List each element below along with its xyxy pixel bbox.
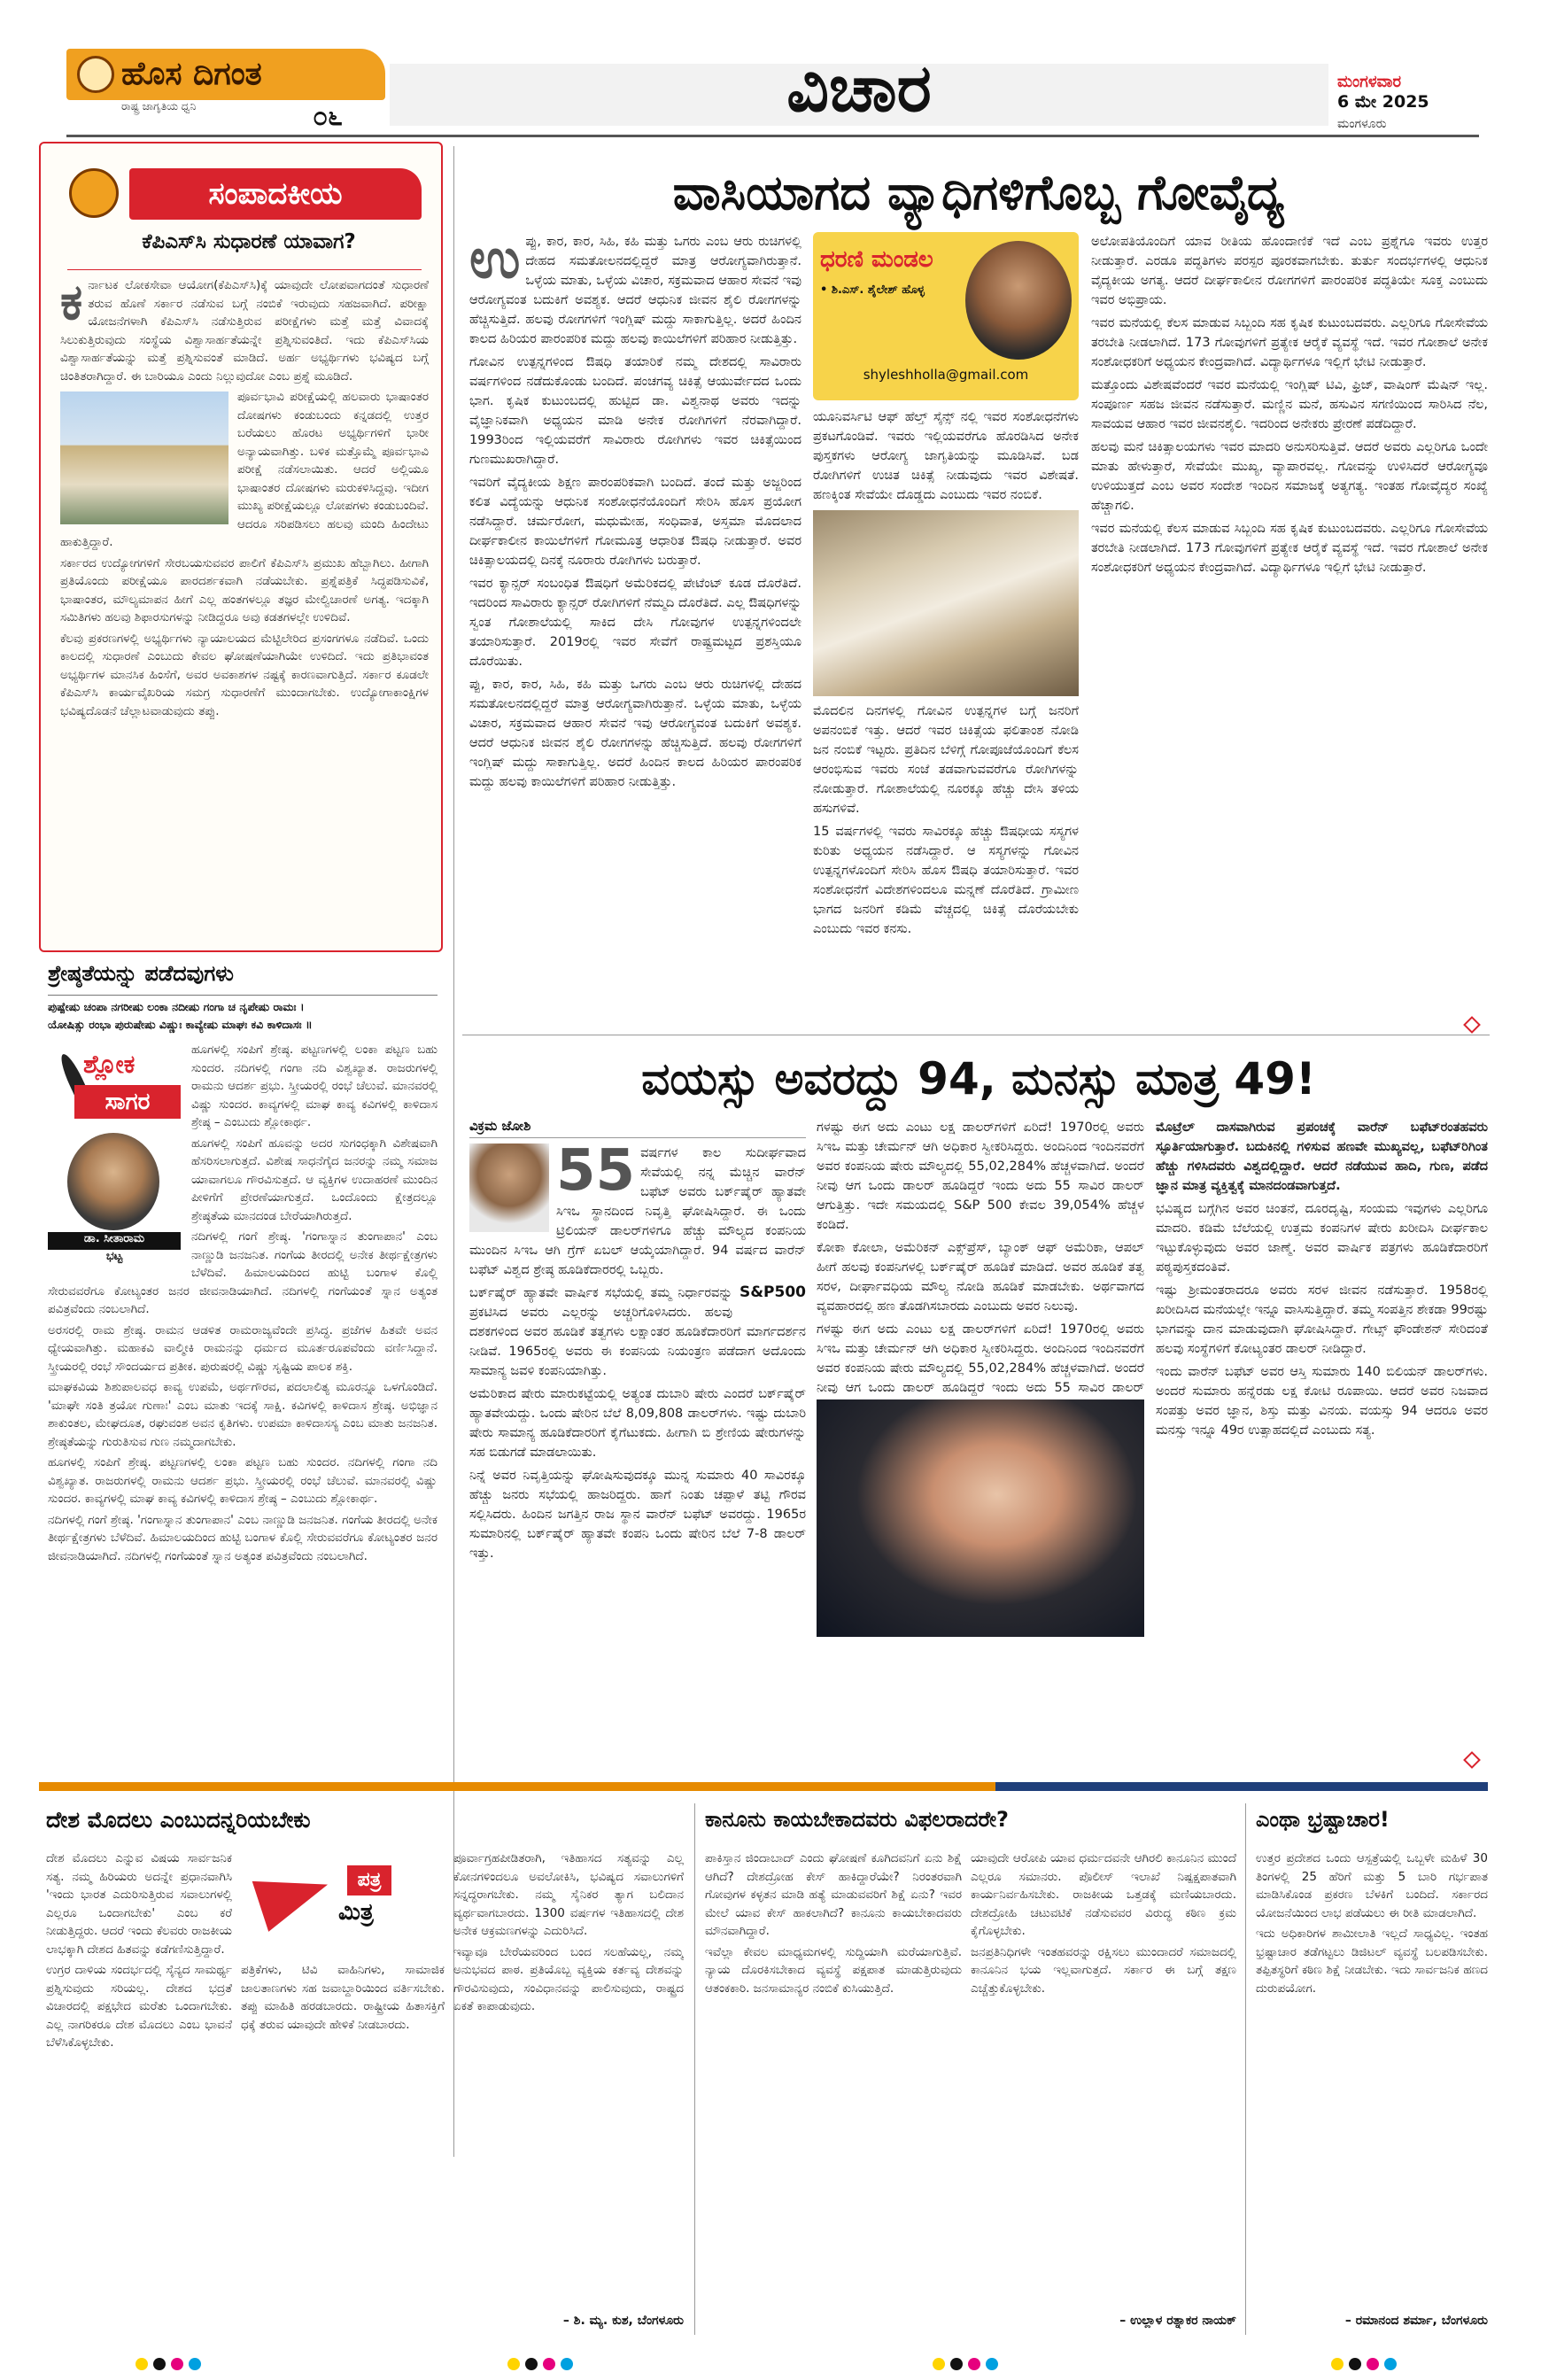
sloka-title-rule [48, 995, 438, 996]
letter3-col1 [1256, 1849, 1488, 2310]
article2-paragraph: ಬರ್ಕ್‌ಷೈರ್ ಹ್ಯಾತವೇ ವಾರ್ಷಿಕ ಸಭೆಯಲ್ಲಿ ತಮ್ಮ ನಿರ್ಧಾರವನ್ನು ಪ್ರಕಟಿಸಿದ ಅವರು ಎಲ್ಲರನ್ನು ಅಚ್ಚರಿಗೊಳಿಸಿದರು. ಹಲವು ದಶಕಗಳಿಂದ ಅವರ ಹೂಡಿಕೆ ತತ್ವಗಳು ಲಕ್ಷಾಂತರ ಹೂಡಿಕೆದಾರರಿಗೆ ಮಾರ್ಗದರ್ಶನ ನೀಡಿವೆ. 1965ರಲ್ಲಿ ಅವರು ಈ ಕಂಪನಿಯ ನಿಯಂತ್ರಣ ಪಡೆದಾಗ ಅದೊಂದು ಸಾಮಾನ್ಯ ಜವಳಿ ಕಂಪನಿಯಾಗಿತ್ತು. [469, 1286, 806, 1378]
sloka-verse-line: ಪುಷ್ಪೇಷು ಚಂಪಾ ನಗರೀಷು ಲಂಕಾ ನದೀಷು ಗಂಗಾ ಚ ನೃಪೇಷು ರಾಮಃ । [48, 1000, 305, 1013]
masthead-rule [66, 135, 1479, 137]
letters-divider [39, 1782, 1488, 1795]
sloka-title: ಶ್ರೇಷ್ಠತೆಯನ್ನು ಪಡೆದವುಗಳು [48, 961, 234, 986]
sloka-badge [48, 1044, 181, 1275]
reg-dot [1384, 2358, 1397, 2370]
columnist-email: shyleshholla@gmail.com [863, 367, 1029, 383]
sloka-author-surname: ಭಟ್ಟ [105, 1250, 123, 1263]
reg-dot [189, 2358, 201, 2370]
article2-paragraph: ಗಳಷ್ಟು ಈಗ ಅದು ಎಂಟು ಲಕ್ಷ ಡಾಲರ್‌ಗಳಿಗೆ ಏರಿದೆ! 1970ರಲ್ಲಿ ಅವರು ಸಿಇಒ ಮತ್ತು ಚೇರ್ಮನ್ ಆಗಿ ಅಧಿಕಾರ ಸ್ವೀಕರಿಸಿದ್ದರು. ಅಂದಿನಿಂದ ಇಂದಿನವರೆಗೆ ಅವರ ಕಂಪನಿಯ ಷೇರು ಮೌಲ್ಯದಲ್ಲಿ 55,02,284% ಹೆಚ್ಚಳವಾಗಿದೆ. ಅಂದರೆ ನೀವು ಆಗ ಒಂದು ಡಾಲರ್ ಹೂಡಿದ್ದರೆ ಇಂದು ಅದು 55 ಸಾವಿರ ಡಾಲರ್ [817, 1322, 1144, 1395]
article1-paragraph: ಅಲೋಪತಿಯೊಂದಿಗೆ ಯಾವ ರೀತಿಯ ಹೊಂದಾಣಿಕೆ ಇದೆ ಎಂಬ ಪ್ರಶ್ನೆಗೂ ಇವರು ಉತ್ತರ ನೀಡುತ್ತಾರೆ. ಎರಡೂ ಪದ್ಧತಿಗಳು ಪರಸ್ಪರ ಪೂರಕವಾಗಬೇಕು. ತುರ್ತು ಸಂದರ್ಭಗಳಲ್ಲಿ ಆಧುನಿಕ ವೈದ್ಯಕೀಯ ಅಗತ್ಯ. ಆದರೆ ದೀರ್ಘಕಾಲೀನ ರೋಗಗಳಿಗೆ ಪಾರಂಪರಿಕ ಪದ್ಧತಿಯೇ ಸೂಕ್ತ ಎಂಬುದು ಇವರ ಅಭಿಪ್ರಾಯ. [1091, 235, 1488, 307]
letter3-title: ಎಂಥಾ ಭ್ರಷ್ಟಾಚಾರ! [1256, 1807, 1390, 1832]
editorial-title-rule [67, 269, 422, 270]
registration-marks [0, 2352, 1541, 2378]
reg-dot [171, 2358, 183, 2370]
editorial-title: ಕೆಪಿಎಸ್‌ಸಿ ಸುಧಾರಣೆ ಯಾವಾಗ? [142, 230, 356, 253]
letter1-title: ದೇಶ ಮೊದಲು ಎಂಬುದನ್ನರಿಯಬೇಕು [46, 1807, 311, 1833]
reg-dot [986, 2358, 998, 2370]
buffett-photo [817, 1399, 1144, 1637]
paper-name: ಹೊಸ ದಿಗಂತ [121, 56, 262, 92]
article2-paragraph: ಕೋಕಾ ಕೋಲಾ, ಅಮೆರಿಕನ್ ಎಕ್ಸ್‌ಪ್ರೆಸ್, ಬ್ಯಾಂಕ್ ಆಫ್ ಅಮೆರಿಕಾ, ಆಪಲ್ ಹೀಗೆ ಹಲವು ಕಂಪನಿಗಳಲ್ಲಿ ಬರ್ಕ್‌ಷೈರ್ ಹೂಡಿಕೆ ಮಾಡಿದೆ. ಅವರ ಹೂಡಿಕೆ ತತ್ವ ಸರಳ, ದೀರ್ಘಾವಧಿಯ ಮೌಲ್ಯ ನೋಡಿ ಹೂಡಿಕೆ ಮಾಡಬೇಕು. ಅರ್ಥವಾಗದ ವ್ಯವಹಾರದಲ್ಲಿ ಹಣ ತೊಡಗಿಸಬಾರದು ಎಂಬುದು ಅವರ ನಿಲುವು. [817, 1241, 1144, 1314]
article2-col1 [469, 1118, 806, 1764]
reg-dot [136, 2358, 148, 2370]
letter-paragraph: ಉಗ್ರರ ದಾಳಿಯ ಸಂದರ್ಭದಲ್ಲಿ ಸೈನ್ಯದ ಸಾಮರ್ಥ್ಯ ಪ್ರಶ್ನಿಸುವುದು ಸರಿಯಲ್ಲ. ದೇಶದ ಭದ್ರತೆ ವಿಚಾರದಲ್ಲಿ ಪಕ್ಷಭೇದ ಮರೆತು ಒಂದಾಗಬೇಕು. ಎಲ್ಲ ನಾಗರಿಕರೂ ದೇಶ ಮೊದಲು ಎಂಬ ಭಾವನೆ ಬೆಳೆಸಿಕೊಳ್ಳಬೇಕು. [46, 1963, 232, 2050]
registration-dots-left [133, 2357, 221, 2375]
letter-paragraph: ಇವ್ಯಾವೂ ಬೇರೆಯವರಿಂದ ಬಂದ ಸಲಹೆಯಲ್ಲ, ನಮ್ಮ ಅನುಭವದ ಪಾಠ. ಪ್ರತಿಯೊಬ್ಬ ವ್ಯಕ್ತಿಯ ಕರ್ತವ್ಯ ದೇಶವನ್ನು ಗೌರವಿಸುವುದು, ಸಂವಿಧಾನವನ್ನು ಪಾಲಿಸುವುದು, ರಾಷ್ಟ್ರದ ಏಕತೆ ಕಾಪಾಡುವುದು. [453, 1944, 684, 2013]
article1-paragraph: ಪ್ಪು, ಕಾರ, ಕಾರ, ಸಿಹಿ, ಕಹಿ ಮತ್ತು ಒಗರು ಎಂಬ ಆರು ರುಚಿಗಳಲ್ಲಿ ದೇಹದ ಸಮತೋಲನದಲ್ಲಿದ್ದರೆ ಮಾತ್ರ ಆರೋಗ್ಯವಾಗಿರುತ್ತಾನೆ. ಒಳ್ಳೆಯ ಮಾತು, ಒಳ್ಳೆಯ ವಿಚಾರ, ಸಕ್ರಮವಾದ ಆಹಾರ ಸೇವನೆ ಇವು ಆರೋಗ್ಯವಂತ ಬದುಕಿಗೆ ಅವಶ್ಯಕ. ಆದರೆ ಆಧುನಿಕ ಜೀವನ ಶೈಲಿ ರೋಗಗಳನ್ನು ಹೆಚ್ಚಿಸುತ್ತಿದೆ. ಹಲವು ರೋಗಗಳಿಗೆ ಇಂಗ್ಲಿಷ್ ಮದ್ದು ಸಾಕಾಗುತ್ತಿಲ್ಲ. ಅದರೆ ಹಿಂದಿನ ಕಾಲದ ಹಿರಿಯರ ಪಾರಂಪರಿಕ ಮದ್ದು ಹಲವು ಕಾಯಿಲೆಗಳಿಗೆ ಪರಿಹಾರ ನೀಡುತ್ತಿತ್ತು. [469, 678, 801, 789]
editorial-paragraph: ಕೆಲವು ಪ್ರಕರಣಗಳಲ್ಲಿ ಅಭ್ಯರ್ಥಿಗಳು ನ್ಯಾಯಾಲಯದ ಮೆಟ್ಟಿಲೇರಿದ ಪ್ರಸಂಗಗಳೂ ನಡೆದಿವೆ. ಒಂದು ಕಾಲದಲ್ಲಿ ಸುಧಾರಣೆ ಎಂಬುದು ಕೇವಲ ಘೋಷಣೆಯಾಗಿಯೇ ಉಳಿದಿದೆ. ಇದು ಪ್ರತಿಭಾವಂತ ಅಭ್ಯರ್ಥಿಗಳ ಮಾನಸಿಕ ಹಿಂಸೆಗೆ, ಅವರ ಅವಕಾಶಗಳ ನಷ್ಟಕ್ಕೆ ಕಾರಣವಾಗುತ್ತಿದೆ. ಸರ್ಕಾರ ಕೂಡಲೇ ಕೆಪಿಎಸ್‌ಸಿ ಕಾರ್ಯವೈಖರಿಯ ಸಮಗ್ರ ಸುಧಾರಣೆಗೆ ಮುಂದಾಗಬೇಕು. ಉದ್ಯೋಗಾಕಾಂಕ್ಷಿಗಳ ಭವಿಷ್ಯದೊಡನೆ ಚೆಲ್ಲಾಟವಾಡುವುದು ತಪ್ಪು. [60, 631, 429, 718]
editorial-paragraph: ರ್ನಾಟಕ ಲೋಕಸೇವಾ ಆಯೋಗ(ಕೆಪಿಎಸ್‌ಸಿ)ಕ್ಕೆ ಯಾವುದೇ ಲೋಪವಾಗದಂತೆ ಸುಧಾರಣೆ ತರುವ ಹೊಣೆ ಸರ್ಕಾರ ನಡೆಸುವ ಬಗ್ಗೆ ನಂಬಿಕೆ ಇರುವುದು ಸಹಜವಾಗಿದೆ. ಪರೀಕ್ಷಾ ಯೋಜನೆಗಳಾಗಿ ಕೆಪಿಎಸ್‌ಸಿ ನಡೆಸುತ್ತಿರುವ ಪರೀಕ್ಷೆಗಳು ಮತ್ತೆ ಮತ್ತೆ ವಿವಾದಕ್ಕೆ ಸಿಲುಕುತ್ತಿರುವುದು ಸಂಸ್ಥೆಯ ವಿಶ್ವಾಸಾರ್ಹತೆಯನ್ನೇ ಪ್ರಶ್ನಿಸುವಂತಿದೆ. ಇದು ಕೆಪಿಎಸ್‌ಸಿಯ ವಿಶ್ವಾಸಾರ್ಹತೆಯನ್ನು ಮತ್ತೆ ಪ್ರಶ್ನಿಸುವಂತೆ ಮಾಡಿದೆ. ಅರ್ಹ ಅಭ್ಯರ್ಥಿಗಳು ಭವಿಷ್ಯದ ಬಗ್ಗೆ ಚಿಂತಿತರಾಗಿದ್ದಾರೆ. ಈ ಬಾರಿಯೂ ಎಂದು ನಿಲ್ಲುವುದೋ ಎಂಬ ಪ್ರಶ್ನೆ ಮೂಡಿದೆ. [60, 278, 429, 384]
masthead-city: ಮಂಗಳೂರು [1337, 117, 1387, 131]
letter-paragraph: ಜನಪ್ರತಿನಿಧಿಗಳೇ ಇಂತಹವರನ್ನು ರಕ್ಷಿಸಲು ಮುಂದಾದರೆ ಸಮಾಜದಲ್ಲಿ ಕಾನೂನಿನ ಭಯ ಇಲ್ಲವಾಗುತ್ತದೆ. ಸರ್ಕಾರ ಈ ಬಗ್ಗೆ ತಕ್ಷಣ ಎಚ್ಚೆತ್ತುಕೊಳ್ಳಬೇಕು. [971, 1944, 1236, 1996]
letter2-col2 [971, 1849, 1236, 2310]
reg-dot [968, 2358, 980, 2370]
divider-navy [995, 1782, 1488, 1791]
article2-drop-cap: 55 [556, 1138, 636, 1204]
sloka-badge-line1: ಶ್ಲೋಕ [83, 1050, 136, 1079]
sloka-paragraph: ಮಾಘಕವಿಯ ಶಿಶುಪಾಲವಧ ಕಾವ್ಯ ಉಪಮೆ, ಅರ್ಥಗೌರವ, ಪದಲಾಲಿತ್ಯ ಮೂರನ್ನೂ ಒಳಗೊಂಡಿದೆ. 'ಮಾಘೇ ಸಂತಿ ತ್ರಯೋ ಗುಣಾಃ' ಎಂಬ ಮಾತು ಇದಕ್ಕೆ ಸಾಕ್ಷಿ. ಕವಿಗಳಲ್ಲಿ ಕಾಳಿದಾಸ ಶ್ರೇಷ್ಠ. ಅಭಿಜ್ಞಾನ ಶಾಕುಂತಲ, ಮೇಘದೂತ, ರಘುವಂಶ ಅವನ ಕೃತಿಗಳು. ಉಪಮಾ ಕಾಳಿದಾಸಸ್ಯ ಎಂಬ ಮಾತು ಜನಜನಿತ. ಶ್ರೇಷ್ಠತೆಯನ್ನು ಗುರುತಿಸುವ ಗುಣ ನಮ್ಮದಾಗಬೇಕು. [48, 1380, 438, 1449]
letter1-col1 [46, 1849, 232, 2310]
sp500-highlight: S&P500 [739, 1283, 806, 1301]
masthead [0, 0, 1541, 146]
article2-paragraph: ಇಷ್ಟು ಶ್ರೀಮಂತರಾದರೂ ಅವರು ಸರಳ ಜೀವನ ನಡೆಸುತ್ತಾರೆ. 1958ರಲ್ಲಿ ಖರೀದಿಸಿದ ಮನೆಯಲ್ಲೇ ಇನ್ನೂ ವಾಸಿಸುತ್ತಿದ್ದಾರೆ. ತಮ್ಮ ಸಂಪತ್ತಿನ ಶೇಕಡಾ 99ರಷ್ಟು ಭಾಗವನ್ನು ದಾನ ಮಾಡುವುದಾಗಿ ಘೋಷಿಸಿದ್ದಾರೆ. ಗೇಟ್ಸ್ ಫೌಂಡೇಶನ್ ಸೇರಿದಂತೆ ಹಲವು ಸಂಸ್ಥೆಗಳಿಗೆ ಕೋಟ್ಯಂತರ ಡಾಲರ್ ನೀಡಿದ್ದಾರೆ. [1156, 1283, 1488, 1356]
editorial-paragraph: ಪೂರ್ವಭಾವಿ ಪರೀಕ್ಷೆಯಲ್ಲಿ ಹಲವಾರು ಭಾಷಾಂತರ ದೋಷಗಳು ಕಂಡುಬಂದು ಕನ್ನಡದಲ್ಲಿ ಉತ್ತರ ಬರೆಯಲು ಹೊರಟ ಅಭ್ಯರ್ಥಿಗಳಿಗೆ ಭಾರೀ ಅನ್ಯಾಯವಾಗಿತ್ತು. ಬಳಿಕ ಮತ್ತೊಮ್ಮೆ ಪೂರ್ವಭಾವಿ ಪರೀಕ್ಷೆ ನಡೆಸಲಾಯಿತು. ಆದರೆ ಅಲ್ಲಿಯೂ ಭಾಷಾಂತರ ದೋಷಗಳು ಮರುಕಳಿಸಿದ್ದವು. ಇದೀಗ ಮುಖ್ಯ ಪರೀಕ್ಷೆಯಲ್ಲೂ ಲೋಪಗಳು ಕಂಡುಬಂದಿವೆ. ಆದರೂ ಸರಿಪಡಿಸಲು ಹಲವು ಮಂದಿ ಹಿಂದೇಟು ಹಾಕುತ್ತಿದ್ದಾರೆ. [60, 390, 429, 549]
article1-paragraph: ಇವರ ಮನೆಯಲ್ಲಿ ಕೆಲಸ ಮಾಡುವ ಸಿಬ್ಬಂದಿ ಸಹ ಕೃಷಿಕ ಕುಟುಂಬದವರು. ಎಲ್ಲರಿಗೂ ಗೋಸೇವೆಯ ತರಬೇತಿ ನೀಡಲಾಗಿದೆ. 173 ಗೋವುಗಳಿಗೆ ಪ್ರತ್ಯೇಕ ಆರೈಕೆ ವ್ಯವಸ್ಥೆ ಇದೆ. ಇವರ ಗೋಶಾಲೆ ಅನೇಕ ಸಂಶೋಧಕರಿಗೆ ಅಧ್ಯಯನ ಕೇಂದ್ರವಾಗಿದೆ. ವಿದ್ಯಾರ್ಥಿಗಳೂ ಇಲ್ಲಿಗೆ ಭೇಟಿ ನೀಡುತ್ತಾರೆ. [1091, 522, 1488, 575]
article2-col3 [1156, 1118, 1488, 1764]
article2-paragraph: ಮೊಟ್ರೆಲ್ ದಾಸವಾಗಿರುವ ಪ್ರಪಂಚಕ್ಕೆ ವಾರೆನ್ ಬಫೆಟ್‌ರಂತಹವರು ಸ್ಫೂರ್ತಿಯಾಗುತ್ತಾರೆ. ಬದುಕಿನಲ್ಲಿ ಗಳಿಸುವ ಹಣವೇ ಮುಖ್ಯವಲ್ಲ, ಬಫೆಟ್‌ರಿಗಿಂತ ಹೆಚ್ಚು ಗಳಿಸಿದವರು ವಿಶ್ವದಲ್ಲಿದ್ದಾರೆ. ಆದರೆ ನಡೆಯುವ ಹಾದಿ, ಗುಣ, ಪಡೆದ ಜ್ಞಾನ ಮಾತ್ರ ವ್ಯಕ್ತಿತ್ವಕ್ಕೆ ಮಾನದಂಡವಾಗುತ್ತದೆ. [1156, 1120, 1488, 1193]
page-number: ೦೬ [313, 101, 343, 132]
editorial-box [39, 142, 443, 952]
reg-dot [525, 2358, 538, 2370]
sloka-paragraph: ಅರಸರಲ್ಲಿ ರಾಮ ಶ್ರೇಷ್ಠ. ರಾಮನ ಆಡಳಿತ ರಾಮರಾಜ್ಯವೆಂದೇ ಪ್ರಸಿದ್ಧ. ಪ್ರಜೆಗಳ ಹಿತವೇ ಅವನ ಧ್ಯೇಯವಾಗಿತ್ತು. ಮಹಾಕವಿ ವಾಲ್ಮೀಕಿ ರಾಮನನ್ನು ಧರ್ಮದ ಮೂರ್ತರೂಪವೆಂದು ವರ್ಣಿಸಿದ್ದಾನೆ. ಸ್ತ್ರೀಯರಲ್ಲಿ ರಂಭೆ ಸೌಂದರ್ಯದ ಪ್ರತೀಕ. ಪುರುಷರಲ್ಲಿ ವಿಷ್ಣು ಸೃಷ್ಟಿಯ ಪಾಲಕ ಶಕ್ತಿ. [48, 1322, 438, 1374]
patra-mitra-badge [241, 1849, 445, 1956]
letter1-signature: – ಶಿ. ಮ್ಯ. ಕುಶ, ಬೆಂಗಳೂರು [562, 2314, 684, 2328]
brand-block [66, 49, 385, 133]
letter-paragraph: ಇವೆಲ್ಲಾ ಕೇವಲ ಮಾಧ್ಯಮಗಳಲ್ಲಿ ಸುದ್ದಿಯಾಗಿ ಮರೆಯಾಗುತ್ತಿವೆ. ನ್ಯಾಯ ದೊರಕಿಸಬೇಕಾದ ವ್ಯವಸ್ಥೆ ಪಕ್ಷಪಾತ ಮಾಡುತ್ತಿರುವುದು ಆತಂಕಕಾರಿ. ಜನಸಾಮಾನ್ಯರ ನಂಬಿಕೆ ಕುಸಿಯುತ್ತಿದೆ. [705, 1944, 962, 1996]
reg-dot [1349, 2358, 1361, 2370]
article1-col2 [813, 407, 1079, 1025]
columnist-photo [965, 241, 1072, 360]
letters-rule-1 [694, 1803, 695, 2335]
columnist-badge-name: ಧರಣಿ ಮಂಡಲ [820, 246, 933, 273]
registration-dots-right [1328, 2357, 1417, 2375]
article2-paragraph: ಗಳಷ್ಟು ಈಗ ಅದು ಎಂಟು ಲಕ್ಷ ಡಾಲರ್‌ಗಳಿಗೆ ಏರಿದೆ! 1970ರಲ್ಲಿ ಅವರು ಸಿಇಒ ಮತ್ತು ಚೇರ್ಮನ್ ಆಗಿ ಅಧಿಕಾರ ಸ್ವೀಕರಿಸಿದ್ದರು. ಅಂದಿನಿಂದ ಇಂದಿನವರೆಗೆ ಅವರ ಕಂಪನಿಯ ಷೇರು ಮೌಲ್ಯದಲ್ಲಿ 55,02,284% ಹೆಚ್ಚಳವಾಗಿದೆ. ಅಂದರೆ ನೀವು ಆಗ ಒಂದು ಡಾಲರ್ ಹೂಡಿದ್ದರೆ ಇಂದು ಅದು 55 ಸಾವಿರ ಡಾಲರ್ ಆಗುತ್ತಿತ್ತು. ಇದೇ ಸಮಯದಲ್ಲಿ S&P 500 ಕೇವಲ 39,054% ಹೆಚ್ಚಳ ಕಂಡಿದೆ. [817, 1120, 1144, 1232]
registration-dots-mid [505, 2357, 593, 2375]
article2-paragraph: ನಿನ್ನೆ ಅವರ ನಿವೃತ್ತಿಯನ್ನು ಘೋಷಿಸುವುದಕ್ಕೂ ಮುನ್ನ ಸುಮಾರು 40 ಸಾವಿರಕ್ಕೂ ಹೆಚ್ಚು ಜನರು ಸಭೆಯಲ್ಲಿ ಹಾಜರಿದ್ದರು. ಹಾಗೆ ನಿಂತು ಚಪ್ಪಾಳೆ ತಟ್ಟಿ ಗೌರವ ಸಲ್ಲಿಸಿದರು. ಹಿಂದಿನ ಜಗತ್ತಿನ ರಾಜ ಸ್ಥಾನ ವಾರೆನ್ ಬಫೆಟ್ ಅವರದ್ದು. 1965ರ ಸುಮಾರಿನಲ್ಲಿ ಬರ್ಕ್‌ಷೈರ್ ಹ್ಯಾತವೇ ಕಂಪನಿ ಒಂದು ಷೇರಿನ ಬೆಲೆ 7-8 ಡಾಲರ್ ಇತ್ತು. [469, 1469, 806, 1561]
article2-paragraph: ಇಂದು ವಾರೆನ್ ಬಫೆಟ್ ಅವರ ಆಸ್ತಿ ಸುಮಾರು 140 ಬಿಲಿಯನ್ ಡಾಲರ್‌ಗಳು. ಅಂದರೆ ಸುಮಾರು ಹನ್ನೆರಡು ಲಕ್ಷ ಕೋಟಿ ರೂಪಾಯಿ. ಆದರೆ ಅವರ ನಿಜವಾದ ಸಂಪತ್ತು ಅವರ ಜ್ಞಾನ, ಶಿಸ್ತು ಮತ್ತು ವಿನಯ. ವಯಸ್ಸು 94 ಆದರೂ ಅವರ ಮನಸ್ಸು ಇನ್ನೂ 49ರ ಉತ್ಸಾಹದಲ್ಲಿದೆ ಎಂಬುದು ಸತ್ಯ. [1156, 1365, 1488, 1438]
article1-paragraph: ಮೊದಲಿನ ದಿನಗಳಲ್ಲಿ ಗೋವಿನ ಉತ್ಪನ್ನಗಳ ಬಗ್ಗೆ ಜನರಿಗೆ ಅಪನಂಬಿಕೆ ಇತ್ತು. ಆದರೆ ಇವರ ಚಿಕಿತ್ಸೆಯ ಫಲಿತಾಂಶ ನೋಡಿ ಜನ ನಂಬಿಕೆ ಇಟ್ಟರು. ಪ್ರತಿದಿನ ಬೆಳಿಗ್ಗೆ ಗೋಪೂಜೆಯೊಂದಿಗೆ ಕೆಲಸ ಆರಂಭಿಸುವ ಇವರು ಸಂಜೆ ತಡವಾಗುವವರೆಗೂ ರೋಗಿಗಳನ್ನು ನೋಡುತ್ತಾರೆ. ಗೋಶಾಲೆಯಲ್ಲಿ ನೂರಕ್ಕೂ ಹೆಚ್ಚು ದೇಸಿ ತಳಿಯ ಹಸುಗಳಿವೆ. [813, 704, 1079, 816]
letter2-signature: – ಉಲ್ಲಾಳ ರತ್ನಾಕರ ನಾಯಕ್ [1119, 2314, 1236, 2328]
reg-dot [1331, 2358, 1344, 2370]
editorial-badge: ಸಂಪಾದಕೀಯ [129, 168, 422, 220]
article2-author-photo [469, 1143, 549, 1232]
article1-paragraph: ಹಲವು ಮನೆ ಚಿಕಿತ್ಸಾಲಯಗಳು ಇವರ ಮಾದರಿ ಅನುಸರಿಸುತ್ತಿವೆ. ಆದರೆ ಅವರು ಎಲ್ಲರಿಗೂ ಒಂದೇ ಮಾತು ಹೇಳುತ್ತಾರೆ, ಸೇವೆಯೇ ಮುಖ್ಯ, ವ್ಯಾಪಾರವಲ್ಲ. ಗೋವನ್ನು ಉಳಿಸಿದರೆ ಆರೋಗ್ಯವೂ ಉಳಿಯುತ್ತದೆ ಎಂಬ ಅವರ ಸಂದೇಶ ಇಂದಿನ ಸಮಾಜಕ್ಕೆ ಅತ್ಯಗತ್ಯ. ಇಂತಹ ಗೋವೈದ್ಯರ ಸಂಖ್ಯೆ ಹೆಚ್ಚಾಗಲಿ. [1091, 440, 1488, 513]
editorial-emblem-icon [69, 168, 119, 218]
article1-paragraph: ಇವರ ಕ್ಯಾನ್ಸರ್ ಸಂಬಂಧಿತ ಔಷಧಿಗೆ ಅಮೆರಿಕದಲ್ಲಿ ಪೇಟೆಂಟ್ ಕೂಡ ದೊರೆತಿದೆ. ಇದರಿಂದ ಸಾವಿರಾರು ಕ್ಯಾನ್ಸರ್ ರೋಗಿಗಳಿಗೆ ನೆಮ್ಮದಿ ದೊರೆತಿದೆ. ಎಲ್ಲ ಔಷಧಿಗಳನ್ನು ಸ್ವಂತ ಗೋಶಾಲೆಯಲ್ಲಿ ಸಾಕಿದ ದೇಸಿ ಗೋವುಗಳ ಉತ್ಪನ್ನಗಳಿಂದಲೇ ತಯಾರಿಸುತ್ತಾರೆ. 2019ರಲ್ಲಿ ಇವರ ಸೇವೆಗೆ ರಾಷ್ಟ್ರಮಟ್ಟದ ಪ್ರಶಸ್ತಿಯೂ ದೊರೆಯಿತು. [469, 577, 801, 669]
letter-paragraph: ಪಾಕಿಸ್ತಾನ ಜಿಂದಾಬಾದ್ ಎಂದು ಘೋಷಣೆ ಕೂಗಿದವನಿಗೆ ಏನು ಶಿಕ್ಷೆ ಆಗಿದೆ? ದೇಶದ್ರೋಹ ಕೇಸ್ ಹಾಕಿದ್ದಾರೆಯೇ? ನಿರಂತರವಾಗಿ ಗೋವುಗಳ ಕಳ್ಳತನ ಮಾಡಿ ಹತ್ಯೆ ಮಾಡುವವರಿಗೆ ಶಿಕ್ಷೆ ಏನು? ಇವರ ಮೇಲೆ ಯಾವ ಕೇಸ್ ಹಾಕಲಾಗಿದೆ? ಕಾನೂನು ಕಾಯಬೇಕಾದವರು ಮೌನವಾಗಿದ್ದಾರೆ. [705, 1851, 962, 1938]
masthead-date: 6 ಮೇ 2025 [1337, 92, 1429, 112]
reg-dot [1367, 2358, 1379, 2370]
sloka-paragraph: ಹೂಗಳಲ್ಲಿ ಸಂಪಿಗೆ ಶ್ರೇಷ್ಠ. ಪಟ್ಟಣಗಳಲ್ಲಿ ಲಂಕಾ ಪಟ್ಟಣ ಬಹು ಸುಂದರ. ನದಿಗಳಲ್ಲಿ ಗಂಗಾ ನದಿ ವಿಶ್ವಖ್ಯಾತ. ರಾಜರುಗಳಲ್ಲಿ ರಾಮನು ಆದರ್ಶ ಪ್ರಭು. ಸ್ತ್ರೀಯರಲ್ಲಿ ರಂಭೆ ಚೆಲುವೆ. ಮಾನವರಲ್ಲಿ ವಿಷ್ಣು ಸುಂದರ. ಕಾವ್ಯಗಳಲ್ಲಿ ಮಾಘ ಕಾವ್ಯ ಕವಿಗಳಲ್ಲಿ ಕಾಳಿದಾಸ ಶ್ರೇಷ್ಠ – ಎಂಬುದು ಶ್ಲೋಕಾರ್ಥ. [191, 1043, 438, 1129]
article1-headline: ವಾಸಿಯಾಗದ ವ್ಯಾಧಿಗಳಿಗೊಬ್ಬ ಗೋವೈದ್ಯ [672, 165, 1285, 221]
letters-rule-2 [1245, 1803, 1246, 2335]
editorial-photo [60, 391, 228, 524]
article1-paragraph: ಗೋವಿನ ಉತ್ಪನ್ನಗಳಿಂದ ಔಷಧಿ ತಯಾರಿಕೆ ನಮ್ಮ ದೇಶದಲ್ಲಿ ಸಾವಿರಾರು ವರ್ಷಗಳಿಂದ ನಡೆದುಕೊಂಡು ಬಂದಿದೆ. ಪಂಚಗವ್ಯ ಚಿಕಿತ್ಸೆ ಆಯುರ್ವೇದದ ಒಂದು ಭಾಗ. ಕೃಷಿಕ ಕುಟುಂಬದಲ್ಲಿ ಹುಟ್ಟಿದ ಡಾ. ವಿಶ್ವನಾಥ ಅವರು ಇದನ್ನು ವೈಜ್ಞಾನಿಕವಾಗಿ ಅಧ್ಯಯನ ಮಾಡಿ ಅನೇಕ ರೋಗಿಗಳಿಗೆ ನೆರವಾಗಿದ್ದಾರೆ. 1993ರಿಂದ ಇಲ್ಲಿಯವರೆಗೆ ಸಾವಿರಾರು ರೋಗಿಗಳು ಇವರ ಚಿಕಿತ್ಸೆಯಿಂದ ಗುಣಮುಖರಾಗಿದ್ದಾರೆ. [469, 355, 801, 467]
article2-headline: ವಯಸ್ಸು ಅವರದ್ದು 94, ಮನಸ್ಸು ಮಾತ್ರ 49! [641, 1053, 1316, 1105]
letter-paragraph: ಇದು ಅಧಿಕಾರಿಗಳ ಶಾಮೀಲಾತಿ ಇಲ್ಲದೆ ಸಾಧ್ಯವಿಲ್ಲ. ಇಂತಹ ಭ್ರಷ್ಟಾಚಾರ ತಡೆಗಟ್ಟಲು ಡಿಜಿಟಲ್ ವ್ಯವಸ್ಥೆ ಬಲಪಡಿಸಬೇಕು. ತಪ್ಪಿತಸ್ಥರಿಗೆ ಕಠಿಣ ಶಿಕ್ಷೆ ನೀಡಬೇಕು. ಇದು ಸಾರ್ವಜನಿಕ ಹಣದ ದುರುಪಯೋಗ. [1256, 1926, 1488, 1996]
columnist-author: • ಶಿ.ಎಸ್. ಶೈಲೇಶ್ ಹೊಳ್ಳ [820, 283, 925, 297]
paper-plane-icon [252, 1859, 337, 1932]
patra-mitra-line1: ಪತ್ರ [347, 1865, 391, 1895]
article2-author: ವಿಕ್ರಮ ಜೋಶಿ [469, 1118, 806, 1138]
reg-dot [543, 2358, 555, 2370]
section-title: ವಿಚಾರ [786, 50, 932, 127]
letter-paragraph: ಉತ್ತರ ಪ್ರದೇಶದ ಒಂದು ಆಸ್ಪತ್ರೆಯಲ್ಲಿ ಒಬ್ಬಳೇ ಮಹಿಳೆ 30 ತಿಂಗಳಲ್ಲಿ 25 ಹೆರಿಗೆ ಮತ್ತು 5 ಬಾರಿ ಗರ್ಭಪಾತ ಮಾಡಿಸಿಕೊಂಡ ಪ್ರಕರಣ ಬೆಳಕಿಗೆ ಬಂದಿದೆ. ಸರ್ಕಾರದ ಯೋಜನೆಯಿಂದ ಲಾಭ ಪಡೆಯಲು ಈ ರೀತಿ ಮಾಡಲಾಗಿದೆ. [1256, 1851, 1488, 1920]
reg-dot [933, 2358, 945, 2370]
patra-mitra-line2: ಮಿತ್ರ [338, 1899, 374, 1926]
columnist-badge [813, 232, 1079, 400]
editorial-paragraph: ಸರ್ಕಾರದ ಉದ್ಯೋಗಗಳಿಗೆ ಸೇರಬಯಸುವವರ ಪಾಲಿಗೆ ಕೆಪಿಎಸ್‌ಸಿ ಪ್ರಮುಖ ಹೆಬ್ಬಾಗಿಲು. ಹೀಗಾಗಿ ಪ್ರತಿಯೊಂದು ಪರೀಕ್ಷೆಯೂ ಪಾರದರ್ಶಕವಾಗಿ ನಡೆಯಬೇಕು. ಪ್ರಶ್ನೆಪತ್ರಿಕೆ ಸಿದ್ಧಪಡಿಸುವಿಕೆ, ಭಾಷಾಂತರ, ಮೌಲ್ಯಮಾಪನ ಹೀಗೆ ಎಲ್ಲ ಹಂತಗಳಲ್ಲೂ ತಜ್ಞರ ಮೇಲ್ವಿಚಾರಣೆ ಅಗತ್ಯ. ಇದಕ್ಕಾಗಿ ಸಮಿತಿಗಳು ಹಲವು ಶಿಫಾರಸುಗಳನ್ನು ನೀಡಿದ್ದರೂ ಅವು ಕಡತಗಳಲ್ಲೇ ಉಳಿದಿವೆ. [60, 555, 429, 624]
article2-paragraph: ಭವಿಷ್ಯದ ಬಗ್ಗೆಗಿನ ಅವರ ಚಿಂತನೆ, ದೂರದೃಷ್ಟಿ, ಸಂಯಮ ಇವುಗಳು ಎಲ್ಲರಿಗೂ ಮಾದರಿ. ಕಡಿಮೆ ಬೆಲೆಯಲ್ಲಿ ಉತ್ತಮ ಕಂಪನಿಗಳ ಷೇರು ಖರೀದಿಸಿ ದೀರ್ಘಕಾಲ ಇಟ್ಟುಕೊಳ್ಳುವುದು ಅವರ ಜಾಣ್ಮೆ. ಅವರ ವಾರ್ಷಿಕ ಪತ್ರಗಳು ಹೂಡಿಕೆದಾರರಿಗೆ ಪಠ್ಯಪುಸ್ತಕದಂತಿವೆ. [1156, 1202, 1488, 1275]
registration-dots-mid2 [930, 2357, 1018, 2375]
letter1-col2 [241, 1849, 445, 2310]
article1-paragraph: ಇವರಿಗೆ ವೈದ್ಯಕೀಯ ಶಿಕ್ಷಣ ಪಾರಂಪರಿಕವಾಗಿ ಬಂದಿದೆ. ತಂದೆ ಮತ್ತು ಅಜ್ಜರಿಂದ ಕಲಿತ ವಿದ್ಯೆಯನ್ನು ಆಧುನಿಕ ಸಂಶೋಧನೆಯೊಂದಿಗೆ ಸೇರಿಸಿ ಹೊಸ ಪ್ರಯೋಗ ನಡೆಸಿದ್ದಾರೆ. ಚರ್ಮರೋಗ, ಮಧುಮೇಹ, ಸಂಧಿವಾತ, ಅಸ್ತಮಾ ಮೊದಲಾದ ದೀರ್ಘಕಾಲೀನ ಕಾಯಿಲೆಗಳಿಗೆ ಗೋಮೂತ್ರ ಆಧಾರಿತ ಔಷಧಿ ನೀಡುತ್ತಾರೆ. ಅವರ ಚಿಕಿತ್ಸಾಲಯದಲ್ಲಿ ದಿನಕ್ಕೆ ನೂರಾರು ರೋಗಿಗಳು ಬರುತ್ತಾರೆ. [469, 476, 801, 568]
article1-paragraph: ಇವರ ಮನೆಯಲ್ಲಿ ಕೆಲಸ ಮಾಡುವ ಸಿಬ್ಬಂದಿ ಸಹ ಕೃಷಿಕ ಕುಟುಂಬದವರು. ಎಲ್ಲರಿಗೂ ಗೋಸೇವೆಯ ತರಬೇತಿ ನೀಡಲಾಗಿದೆ. 173 ಗೋವುಗಳಿಗೆ ಪ್ರತ್ಯೇಕ ಆರೈಕೆ ವ್ಯವಸ್ಥೆ ಇದೆ. ಇವರ ಗೋಶಾಲೆ ಅನೇಕ ಸಂಶೋಧಕರಿಗೆ ಅಧ್ಯಯನ ಕೇಂದ್ರವಾಗಿದೆ. ವಿದ್ಯಾರ್ಥಿಗಳೂ ಇಲ್ಲಿಗೆ ಭೇಟಿ ನೀಡುತ್ತಾರೆ. [1091, 316, 1488, 369]
reg-dot [153, 2358, 166, 2370]
letter1-col3 [453, 1849, 684, 2310]
article1-col1 [469, 232, 801, 1025]
sloka-paragraph: ಹೂಗಳಲ್ಲಿ ಸಂಪಿಗೆ ಶ್ರೇಷ್ಠ. ಪಟ್ಟಣಗಳಲ್ಲಿ ಲಂಕಾ ಪಟ್ಟಣ ಬಹು ಸುಂದರ. ನದಿಗಳಲ್ಲಿ ಗಂಗಾ ನದಿ ವಿಶ್ವಖ್ಯಾತ. ರಾಜರುಗಳಲ್ಲಿ ರಾಮನು ಆದರ್ಶ ಪ್ರಭು. ಸ್ತ್ರೀಯರಲ್ಲಿ ರಂಭೆ ಚೆಲುವೆ. ಮಾನವರಲ್ಲಿ ವಿಷ್ಣು ಸುಂದರ. ಕಾವ್ಯಗಳಲ್ಲಿ ಮಾಘ ಕಾವ್ಯ ಕವಿಗಳಲ್ಲಿ ಕಾಳಿದಾಸ ಶ್ರೇಷ್ಠ – ಎಂಬುದು ಶ್ಲೋಕಾರ್ಥ. [48, 1455, 438, 1506]
masthead-day: ಮಂಗಳವಾರ [1337, 73, 1402, 91]
sloka-paragraph: ನದಿಗಳಲ್ಲಿ ಗಂಗೆ ಶ್ರೇಷ್ಠ. 'ಗಂಗಾಸ್ನಾನ ತುಂಗಾಪಾನ' ಎಂಬ ನಾಣ್ಣುಡಿ ಜನಜನಿತ. ಗಂಗೆಯ ತೀರದಲ್ಲಿ ಅನೇಕ ತೀರ್ಥಕ್ಷೇತ್ರಗಳು ಬೆಳೆದಿವೆ. ಹಿಮಾಲಯದಿಂದ ಹುಟ್ಟಿ ಬಂಗಾಳ ಕೊಲ್ಲಿ ಸೇರುವವರೆಗೂ ಕೋಟ್ಯಂತರ ಜನರ ಜೀವನಾಡಿಯಾಗಿದೆ. ನದಿಗಳಲ್ಲಿ ಗಂಗೆಯಂತೆ ಸ್ನಾನ ಅತ್ಯಂತ ಪವಿತ್ರವೆಂದು ನಂಬಲಾಗಿದೆ. [48, 1512, 438, 1563]
article1-col3 [1091, 232, 1488, 1025]
letter-paragraph: ಪೂರ್ವಾಗ್ರಹಪೀಡಿತರಾಗಿ, ಇತಿಹಾಸದ ಸತ್ಯವನ್ನು ಎಲ್ಲ ಕೋನಗಳಿಂದಲೂ ಅವಲೋಕಿಸಿ, ಭವಿಷ್ಯದ ಸವಾಲುಗಳಿಗೆ ಸನ್ನದ್ಧರಾಗಬೇಕು. ನಮ್ಮ ಸೈನಿಕರ ತ್ಯಾಗ ಬಲಿದಾನ ವ್ಯರ್ಥವಾಗಬಾರದು. 1300 ವರ್ಷಗಳ ಇತಿಹಾಸದಲ್ಲಿ ದೇಶ ಅನೇಕ ಆಕ್ರಮಣಗಳನ್ನು ಎದುರಿಸಿದೆ. [453, 1851, 684, 1938]
letter2-col1 [705, 1849, 962, 2310]
sloka-paragraph: ನದಿಗಳಲ್ಲಿ ಗಂಗೆ ಶ್ರೇಷ್ಠ. 'ಗಂಗಾಸ್ನಾನ ತುಂಗಾಪಾನ' ಎಂಬ ನಾಣ್ಣುಡಿ ಜನಜನಿತ. ಗಂಗೆಯ ತೀರದಲ್ಲಿ ಅನೇಕ ತೀರ್ಥಕ್ಷೇತ್ರಗಳು ಬೆಳೆದಿವೆ. ಹಿಮಾಲಯದಿಂದ ಹುಟ್ಟಿ ಬಂಗಾಳ ಕೊಲ್ಲಿ ಸೇರುವವರೆಗೂ ಕೋಟ್ಯಂತರ ಜನರ ಜೀವನಾಡಿಯಾಗಿದೆ. ನದಿಗಳಲ್ಲಿ ಗಂಗೆಯಂತೆ ಸ್ನಾನ ಅತ್ಯಂತ ಪವಿತ್ರವೆಂದು ನಂಬಲಾಗಿದೆ. [48, 1229, 438, 1316]
letter-paragraph: ಪತ್ರಿಕೆಗಳು, ಟಿವಿ ವಾಹಿನಿಗಳು, ಸಾಮಾಜಿಕ ಜಾಲತಾಣಗಳು ಸಹ ಜವಾಬ್ದಾರಿಯಿಂದ ವರ್ತಿಸಬೇಕು. ತಪ್ಪು ಮಾಹಿತಿ ಹರಡಬಾರದು. ರಾಷ್ಟ್ರೀಯ ಹಿತಾಸಕ್ತಿಗೆ ಧಕ್ಕೆ ತರುವ ಯಾವುದೇ ಹೇಳಿಕೆ ನೀಡಬಾರದು. [241, 1963, 445, 2032]
editorial-drop-cap: ಕ [60, 276, 83, 331]
article1-paragraph: 15 ವರ್ಷಗಳಲ್ಲಿ ಇವರು ಸಾವಿರಕ್ಕೂ ಹೆಚ್ಚು ಔಷಧೀಯ ಸಸ್ಯಗಳ ಕುರಿತು ಅಧ್ಯಯನ ನಡೆಸಿದ್ದಾರೆ. ಆ ಸಸ್ಯಗಳನ್ನು ಗೋವಿನ ಉತ್ಪನ್ನಗಳೊಂದಿಗೆ ಸೇರಿಸಿ ಹೊಸ ಔಷಧಿ ತಯಾರಿಸುತ್ತಾರೆ. ಇವರ ಸಂಶೋಧನೆಗೆ ವಿದೇಶಗಳಿಂದಲೂ ಮನ್ನಣೆ ದೊರೆತಿದೆ. ಗ್ರಾಮೀಣ ಭಾಗದ ಜನರಿಗೆ ಕಡಿಮೆ ವೆಚ್ಚದಲ್ಲಿ ಚಿಕಿತ್ಸೆ ದೊರೆಯಬೇಕು ಎಂಬುದು ಇವರ ಕನಸು. [813, 825, 1079, 936]
cow-photo [813, 510, 1079, 696]
sloka-badge-line2: ಸಾಗರ [74, 1085, 181, 1119]
reg-dot [561, 2358, 573, 2370]
reg-dot [507, 2358, 520, 2370]
article1-drop-cap: ಉ [469, 232, 521, 291]
letter-paragraph: ಯಾವುದೇ ಆರೋಪಿ ಯಾವ ಧರ್ಮದವನೇ ಆಗಿರಲಿ ಕಾನೂನಿನ ಮುಂದೆ ಎಲ್ಲರೂ ಸಮಾನರು. ಪೊಲೀಸ್ ಇಲಾಖೆ ನಿಷ್ಪಕ್ಷಪಾತವಾಗಿ ಕಾರ್ಯನಿರ್ವಹಿಸಬೇಕು. ರಾಜಕೀಯ ಒತ್ತಡಕ್ಕೆ ಮಣಿಯಬಾರದು. ದೇಶದ್ರೋಹಿ ಚಟುವಟಿಕೆ ನಡೆಸುವವರ ವಿರುದ್ಧ ಕಠಿಣ ಕ್ರಮ ಕೈಗೊಳ್ಳಬೇಕು. [971, 1851, 1236, 1938]
sloka-author-photo [67, 1133, 159, 1230]
divider-orange [39, 1782, 995, 1791]
sloka-author-name: ಡಾ. ಸೀತಾರಾಮ [48, 1232, 181, 1250]
sloka-verse-line: ಯೋಷಿತ್ಸು ರಂಭಾ ಪುರುಷೇಷು ವಿಷ್ಣುಃ ಕಾವ್ಯೇಷು ಮಾಘಃ ಕವಿ ಕಾಳಿದಾಸಃ ॥ [48, 1018, 313, 1031]
tagline: ರಾಷ್ಟ್ರ ಜಾಗೃತಿಯ ಧ್ವನಿ [121, 100, 197, 112]
article2-paragraph: ವರ್ಷಗಳ ಕಾಲ ಸುದೀರ್ಘವಾದ ಸೇವೆಯಲ್ಲಿ ನನ್ನ ಮೆಚ್ಚಿನ ವಾರೆನ್ ಬಫೆಟ್ ಅವರು ಬರ್ಕ್‌ಷೈರ್ ಹ್ಯಾತವೇ ಸಿಇಒ ಸ್ಥಾನದಿಂದ ನಿವೃತ್ತಿ ಘೋಷಿಸಿದ್ದಾರೆ. ಈ ಒಂದು ಟ್ರಿಲಿಯನ್ ಡಾಲರ್‌ಗಳಿಗೂ ಹೆಚ್ಚು ಮೌಲ್ಯದ ಕಂಪನಿಯ ಮುಂದಿನ ಸಿಇಒ ಆಗಿ ಗ್ರೆಗ್ ಏಬಲ್ ಆಯ್ಕೆಯಾಗಿದ್ದಾರೆ. 94 ವರ್ಷದ ವಾರೆನ್ ಬಫೆಟ್ ವಿಶ್ವದ ಶ್ರೇಷ್ಠ ಹೂಡಿಕೆದಾರರಲ್ಲಿ ಒಬ್ಬರು. [469, 1146, 806, 1277]
sloka-paragraph: ಹೂಗಳಲ್ಲಿ ಸಂಪಿಗೆ ಹೂವನ್ನು ಅದರ ಸುಗಂಧಕ್ಕಾಗಿ ವಿಶೇಷವಾಗಿ ಹೆಸರಿಸಲಾಗುತ್ತದೆ. ವಿಶೇಷ ಸಾಧನೆಗೈದ ಜನರನ್ನು ನಮ್ಮ ಸಮಾಜ ಯಾವಾಗಲೂ ಗೌರವಿಸುತ್ತದೆ. ಆ ವ್ಯಕ್ತಿಗಳ ಉದಾಹರಣೆ ಮುಂದಿನ ಪೀಳಿಗೆಗೆ ಪ್ರೇರಣೆಯಾಗುತ್ತದೆ. ಒಂದೊಂದು ಕ್ಷೇತ್ರದಲ್ಲೂ ಶ್ರೇಷ್ಠತೆಯ ಮಾನದಂಡ ಬೇರೆಯಾಗಿರುತ್ತದೆ. [191, 1136, 438, 1223]
letter-paragraph: ದೇಶ ಮೊದಲು ಎನ್ನುವ ವಿಷಯ ಸಾರ್ವಜನಿಕ ಸತ್ಯ. ನಮ್ಮ ಹಿರಿಯರು ಅದನ್ನೇ ಪ್ರಧಾನವಾಗಿಸಿ 'ಇಂದು ಭಾರತ ಎದುರಿಸುತ್ತಿರುವ ಸವಾಲುಗಳಲ್ಲಿ ಎಲ್ಲರೂ ಒಂದಾಗಬೇಕು' ಎಂಬ ಕರೆ ನೀಡುತ್ತಿದ್ದರು. ಆದರೆ ಇಂದು ಕೆಲವರು ರಾಜಕೀಯ ಲಾಭಕ್ಕಾಗಿ ದೇಶದ ಹಿತವನ್ನು ಕಡೆಗಣಿಸುತ್ತಿದ್ದಾರೆ. [46, 1851, 232, 1957]
article1-paragraph: ಯೂನಿವರ್ಸಿಟಿ ಆಫ್ ಹೆಲ್ತ್ ಸೈನ್ಸ್ ನಲ್ಲಿ ಇವರ ಸಂಶೋಧನೆಗಳು ಪ್ರಕಟಗೊಂಡಿವೆ. ಇವರು ಇಲ್ಲಿಯವರೆಗೂ ಹೊರಡಿಸಿದ ಅನೇಕ ಪುಸ್ತಕಗಳು ಆರೋಗ್ಯ ಜಾಗೃತಿಯನ್ನು ಮೂಡಿಸಿವೆ. ಬಡ ರೋಗಿಗಳಿಗೆ ಉಚಿತ ಚಿಕಿತ್ಸೆ ನೀಡುವುದು ಇವರ ವಿಶೇಷತೆ. ಹಣಕ್ಕಿಂತ ಸೇವೆಯೇ ದೊಡ್ಡದು ಎಂಬುದು ಇವರ ನಂಬಿಕೆ. [813, 410, 1079, 502]
letter3-signature: – ರಮಾನಂದ ಶರ್ಮಾ, ಬೆಂಗಳೂರು [1344, 2314, 1488, 2328]
article2-paragraph: ಅಮೆರಿಕಾದ ಷೇರು ಮಾರುಕಟ್ಟೆಯಲ್ಲಿ ಅತ್ಯಂತ ದುಬಾರಿ ಷೇರು ಎಂದರೆ ಬರ್ಕ್‌ಷೈರ್ ಹ್ಯಾತವೇಯದ್ದು. ಒಂದು ಷೇರಿನ ಬೆಲೆ 8,09,808 ಡಾಲರ್‌ಗಳು. ಇಷ್ಟು ದುಬಾರಿ ಷೇರು ಸಾಮಾನ್ಯ ಹೂಡಿಕೆದಾರರಿಗೆ ಕೈಗೆಟುಕದು. ಹೀಗಾಗಿ ಬಿ ಶ್ರೇಣಿಯ ಷೇರುಗಳನ್ನು ಸಹ ಬಿಡುಗಡೆ ಮಾಡಲಾಯಿತು. [469, 1387, 806, 1460]
reg-dot [950, 2358, 963, 2370]
article1-paragraph: ಪ್ಪು, ಕಾರ, ಕಾರ, ಸಿಹಿ, ಕಹಿ ಮತ್ತು ಒಗರು ಎಂಬ ಆರು ರುಚಿಗಳಲ್ಲಿ ದೇಹದ ಸಮತೋಲನದಲ್ಲಿದ್ದರೆ ಮಾತ್ರ ಆರೋಗ್ಯವಾಗಿರುತ್ತಾನೆ. ಒಳ್ಳೆಯ ಮಾತು, ಒಳ್ಳೆಯ ವಿಚಾರ, ಸಕ್ರಮವಾದ ಆಹಾರ ಸೇವನೆ ಇವು ಆರೋಗ್ಯವಂತ ಬದುಕಿಗೆ ಅವಶ್ಯಕ. ಆದರೆ ಆಧುನಿಕ ಜೀವನ ಶೈಲಿ ರೋಗಗಳನ್ನು ಹೆಚ್ಚಿಸುತ್ತಿದೆ. ಹಲವು ರೋಗಗಳಿಗೆ ಇಂಗ್ಲಿಷ್ ಮದ್ದು ಸಾಕಾಗುತ್ತಿಲ್ಲ. ಅದರೆ ಹಿಂದಿನ ಕಾಲದ ಹಿರಿಯರ ಪಾರಂಪರಿಕ ಮದ್ದು ಹಲವು ಕಾಯಿಲೆಗಳಿಗೆ ಪರಿಹಾರ ನೀಡುತ್ತಿತ್ತು. [469, 235, 801, 346]
letter2-title: ಕಾನೂನು ಕಾಯಬೇಕಾದವರು ವಿಫಲರಾದರೇ? [705, 1807, 1009, 1832]
article1-paragraph: ಮತ್ತೊಂದು ವಿಶೇಷವೆಂದರೆ ಇವರ ಮನೆಯಲ್ಲಿ ಇಂಗ್ಲಿಷ್ ಟಿವಿ, ಫ್ರಿಜ್, ವಾಷಿಂಗ್ ಮೆಷಿನ್ ಇಲ್ಲ. ಸಂಪೂರ್ಣ ಸಹಜ ಜೀವನ ನಡೆಸುತ್ತಾರೆ. ಮಣ್ಣಿನ ಮನೆ, ಹಸುವಿನ ಸಗಣಿಯಿಂದ ಸಾರಿಸಿದ ನೆಲ, ಸಾವಯವ ಆಹಾರ ಇವರ ಜೀವನಶೈಲಿ. ಇದರಿಂದ ಅನೇಕರು ಪ್ರೇರಣೆ ಪಡೆದಿದ್ದಾರೆ. [1091, 378, 1488, 431]
brand-emblem-icon [77, 56, 114, 93]
editorial-body [60, 276, 429, 939]
